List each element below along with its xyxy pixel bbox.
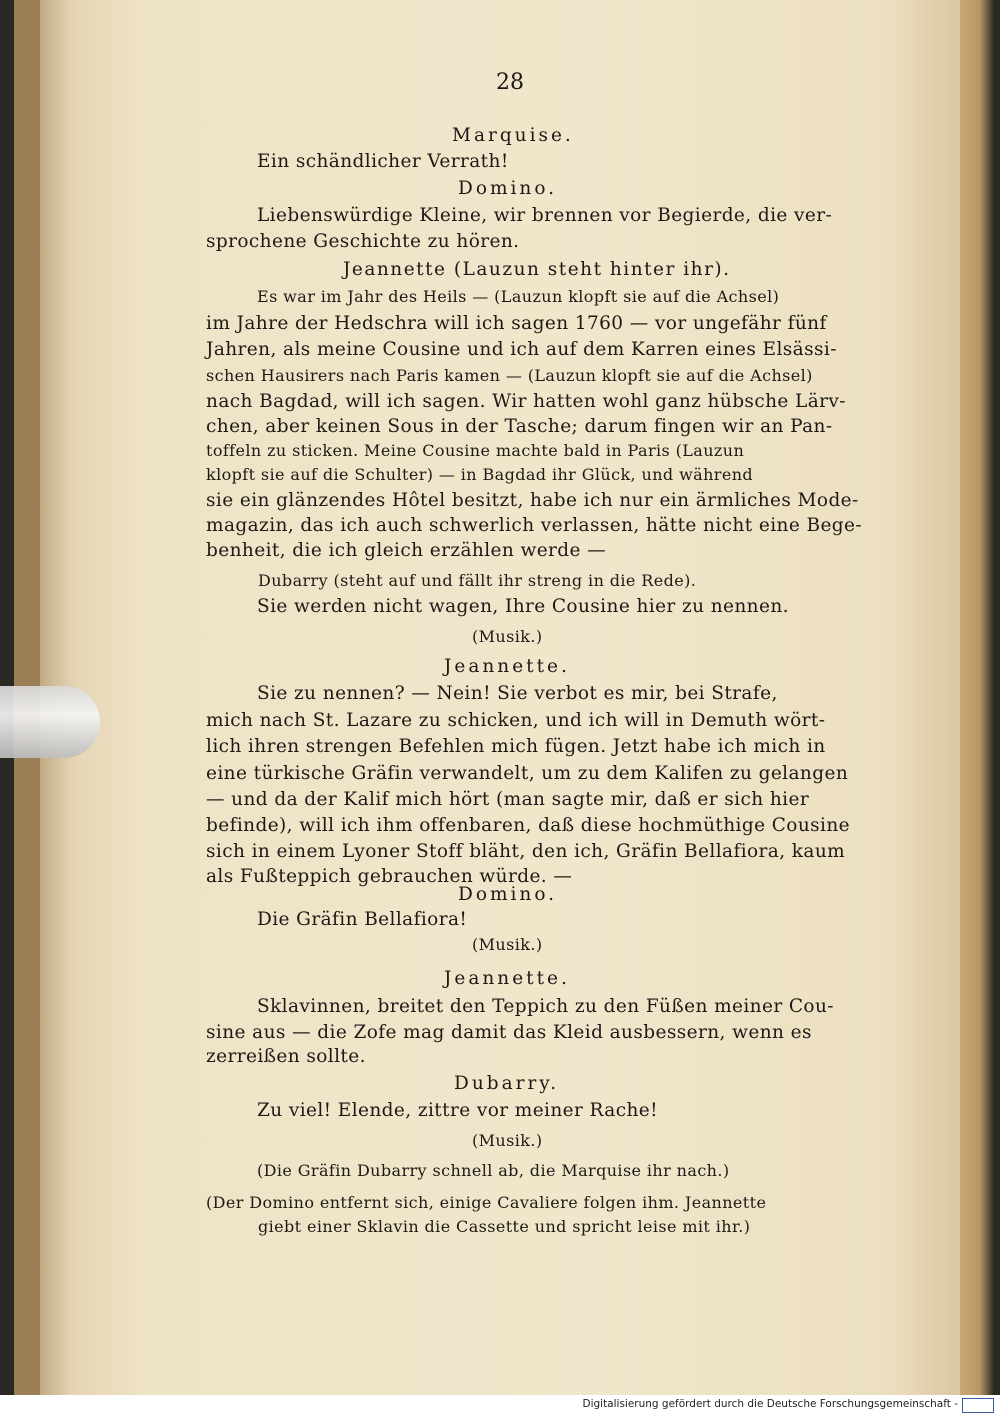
text-line: im Jahre der Hedschra will ich sagen 1760 — vor ungefähr fünf — [206, 313, 827, 334]
page-number: 28 — [496, 70, 524, 95]
text-line: benheit, die ich gleich erzählen werde — — [206, 540, 607, 561]
stage-direction: (Musik.) — [472, 1131, 543, 1150]
text-line: sie ein glänzendes Hôtel besitzt, habe ich nur ein ärmliches Mode- — [206, 490, 859, 511]
text-line: Es war im Jahr des Heils — (Lauzun klopft sie auf die Achsel) — [257, 287, 780, 306]
text-line: Sklavinnen, breitet den Teppich zu den Füßen meiner Cou- — [257, 996, 834, 1017]
stage-direction: (Der Domino entfernt sich, einige Cavaliere folgen ihm. Jeannette — [206, 1193, 767, 1212]
text-line: Sie werden nicht wagen, Ihre Cousine hier zu nennen. — [257, 596, 789, 617]
page-edge-right — [960, 0, 1000, 1395]
dfg-logo — [962, 1398, 994, 1413]
stage-direction: (Musik.) — [472, 627, 543, 646]
text-line: befinde), will ich ihm offenbaren, daß diese hochmüthige Cousine — [206, 815, 851, 836]
speaker-jeannette: Jeannette. — [444, 968, 570, 989]
text-line: sprochene Geschichte zu hören. — [206, 231, 520, 252]
text-line: chen, aber keinen Sous in der Tasche; darum fingen wir an Pan- — [206, 416, 833, 437]
text-line: lich ihren strengen Befehlen mich fügen. Jetzt habe ich mich in — [206, 736, 826, 757]
text-line: Ein schändlicher Verrath! — [257, 151, 509, 172]
text-line: Sie zu nennen? — Nein! Sie verbot es mir, bei Strafe, — [257, 683, 778, 704]
text-line: schen Hausirers nach Paris kamen — (Lauzun klopft sie auf die Achsel) — [206, 366, 813, 385]
footer-credit: Digitalisierung gefördert durch die Deutsche Forschungsgemeinschaft - — [582, 1398, 958, 1410]
speaker-jeannette: Jeannette (Lauzun steht hinter ihr). — [343, 259, 731, 280]
text-line: Zu viel! Elende, zittre vor meiner Rache! — [257, 1100, 658, 1121]
stage-direction: (Musik.) — [472, 935, 543, 954]
speaker-dubarry: Dubarry (steht auf und fällt ihr streng in die Rede). — [258, 571, 697, 590]
text-line: — und da der Kalif mich hört (man sagte mir, daß er sich hier — [206, 789, 810, 810]
text-line: Jahren, als meine Cousine und ich auf dem Karren eines Elsässi- — [206, 339, 837, 360]
speaker-domino: Domino. — [458, 884, 558, 905]
text-line: magazin, das ich auch schwerlich verlassen, hätte nicht eine Bege- — [206, 515, 863, 536]
page-turn-handle[interactable] — [0, 686, 100, 758]
stage-direction: (Die Gräfin Dubarry schnell ab, die Marquise ihr nach.) — [257, 1161, 730, 1180]
speaker-jeannette: Jeannette. — [444, 656, 570, 677]
text-line: nach Bagdad, will ich sagen. Wir hatten wohl ganz hübsche Lärv- — [206, 391, 846, 412]
text-line: mich nach St. Lazare zu schicken, und ich will in Demuth wört- — [206, 710, 826, 731]
text-line: eine türkische Gräfin verwandelt, um zu dem Kalifen zu gelangen — [206, 763, 849, 784]
speaker-dubarry: Dubarry. — [454, 1073, 560, 1094]
text-line: zerreißen sollte. — [206, 1046, 366, 1067]
text-line: Die Gräfin Bellafiora! — [257, 909, 468, 930]
text-line: als Fußteppich gebrauchen würde. — — [206, 866, 573, 887]
stage-direction: giebt einer Sklavin die Cassette und spricht leise mit ihr.) — [258, 1217, 751, 1236]
text-line: toffeln zu sticken. Meine Cousine machte bald in Paris (Lauzun — [206, 441, 745, 460]
text-line: sine aus — die Zofe mag damit das Kleid ausbessern, wenn es — [206, 1022, 812, 1043]
text-line: klopft sie auf die Schulter) — in Bagdad ihr Glück, und während — [206, 465, 754, 484]
speaker-domino: Domino. — [458, 178, 558, 199]
text-line: Liebenswürdige Kleine, wir brennen vor Begierde, die ver- — [257, 205, 833, 226]
text-line: sich in einem Lyoner Stoff bläht, den ich, Gräfin Bellafiora, kaum — [206, 841, 846, 862]
speaker-marquise: Marquise. — [452, 125, 574, 146]
